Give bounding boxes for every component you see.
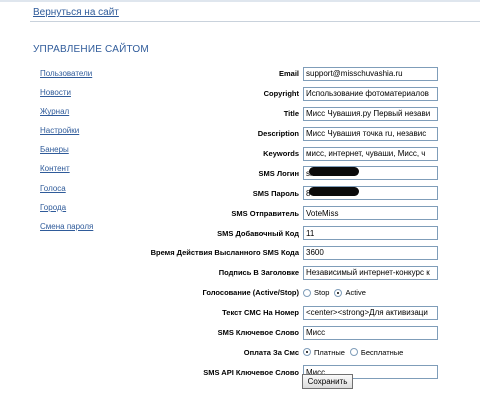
sms-sender-input[interactable] bbox=[303, 206, 438, 220]
sms-payment-option-paid[interactable] bbox=[303, 348, 345, 357]
row-voting bbox=[120, 283, 480, 303]
top-rule bbox=[0, 0, 480, 2]
title-input[interactable] bbox=[303, 107, 438, 121]
sidebar-link-votes[interactable]: Голоса bbox=[40, 183, 66, 193]
header-divider bbox=[30, 21, 480, 22]
title-label: Title bbox=[283, 109, 299, 119]
sms-text-input[interactable] bbox=[303, 306, 438, 320]
sms-payment-option-free[interactable] bbox=[350, 348, 403, 357]
sms-payment-paid-label: Платные bbox=[314, 347, 345, 357]
sidebar-link-news[interactable]: Новости bbox=[40, 88, 71, 98]
save-button[interactable]: Сохранить bbox=[302, 374, 353, 389]
row-sms-password bbox=[120, 183, 480, 203]
sms-payment-label: Оплата За Смс bbox=[243, 347, 299, 357]
sidebar-link-content[interactable]: Контент bbox=[40, 164, 70, 174]
voting-label: Голосование (Active/Stop) bbox=[202, 288, 299, 298]
sms-payment-paid-radio[interactable] bbox=[303, 348, 311, 356]
sidebar-link-users[interactable]: Пользователи bbox=[40, 69, 93, 78]
copyright-label: Copyright bbox=[263, 89, 299, 99]
row-sms-sender bbox=[120, 203, 480, 223]
row-copyright bbox=[120, 84, 480, 104]
row-title bbox=[120, 104, 480, 124]
sms-payment-free-radio[interactable] bbox=[350, 348, 358, 356]
sms-sender-label: SMS Отправитель bbox=[231, 208, 299, 218]
keywords-input[interactable] bbox=[303, 147, 438, 161]
voting-option-stop[interactable] bbox=[303, 288, 329, 297]
voting-option-active[interactable] bbox=[334, 288, 365, 297]
sms-keyword-label: SMS Ключевое Слово bbox=[217, 328, 299, 338]
row-keywords bbox=[120, 144, 480, 164]
settings-form bbox=[120, 64, 480, 382]
sms-text-label: Текст СМС На Номер bbox=[222, 308, 299, 318]
sms-keyword-input[interactable] bbox=[303, 326, 438, 340]
save-row bbox=[302, 374, 353, 389]
row-sms-login bbox=[120, 163, 480, 183]
sidebar-link-journal[interactable]: Журнал bbox=[40, 107, 70, 117]
email-label: Email bbox=[278, 69, 299, 79]
sms-password-label: SMS Пароль bbox=[252, 188, 299, 198]
sms-payment-radio-group bbox=[303, 348, 408, 357]
sms-code-ttl-label: Время Действия Высланного SMS Кода bbox=[150, 248, 299, 258]
voting-active-radio[interactable] bbox=[334, 289, 342, 297]
row-email bbox=[120, 64, 480, 84]
sms-extra-code-input[interactable] bbox=[303, 226, 438, 240]
row-sms-text bbox=[120, 303, 480, 323]
sms-login-label: SMS Логин bbox=[258, 168, 299, 178]
keywords-label: Keywords bbox=[263, 149, 299, 158]
row-sms-payment bbox=[120, 342, 480, 362]
voting-radio-group bbox=[303, 288, 371, 297]
row-sms-keyword bbox=[120, 323, 480, 343]
sms-payment-free-label: Бесплатные bbox=[360, 347, 404, 357]
sidebar-link-banners[interactable]: Банеры bbox=[40, 145, 69, 155]
back-to-site-link[interactable]: Вернуться на сайт bbox=[33, 7, 119, 18]
row-description bbox=[120, 124, 480, 144]
description-input[interactable] bbox=[303, 127, 438, 141]
redaction-mark-password bbox=[309, 187, 359, 196]
row-sms-code-ttl bbox=[120, 243, 480, 263]
header-caption-input[interactable] bbox=[303, 266, 438, 280]
voting-stop-radio[interactable] bbox=[303, 289, 311, 297]
sidebar-link-cities[interactable]: Города bbox=[40, 202, 67, 212]
copyright-input[interactable] bbox=[303, 87, 438, 101]
sms-api-keyword-label: SMS API Ключевое Слово bbox=[203, 367, 299, 377]
page-title: УПРАВЛЕНИЕ САЙТОМ bbox=[33, 44, 149, 55]
header-caption-label: Подпись В Заголовке bbox=[218, 268, 299, 278]
redaction-mark-login bbox=[309, 167, 359, 176]
voting-stop-label: Stop bbox=[314, 288, 330, 298]
email-input[interactable] bbox=[303, 67, 438, 81]
sms-code-ttl-input[interactable] bbox=[303, 246, 438, 260]
row-sms-api-keyword bbox=[120, 362, 480, 382]
sms-extra-code-label: SMS Добавочный Код bbox=[217, 228, 299, 238]
row-header-caption bbox=[120, 263, 480, 283]
row-sms-extra-code bbox=[120, 223, 480, 243]
voting-active-label: Active bbox=[345, 288, 366, 298]
description-label: Description bbox=[257, 129, 299, 139]
sidebar-link-settings[interactable]: Настройки bbox=[40, 126, 80, 136]
sidebar-link-change-password[interactable]: Смена пароля bbox=[40, 221, 94, 231]
